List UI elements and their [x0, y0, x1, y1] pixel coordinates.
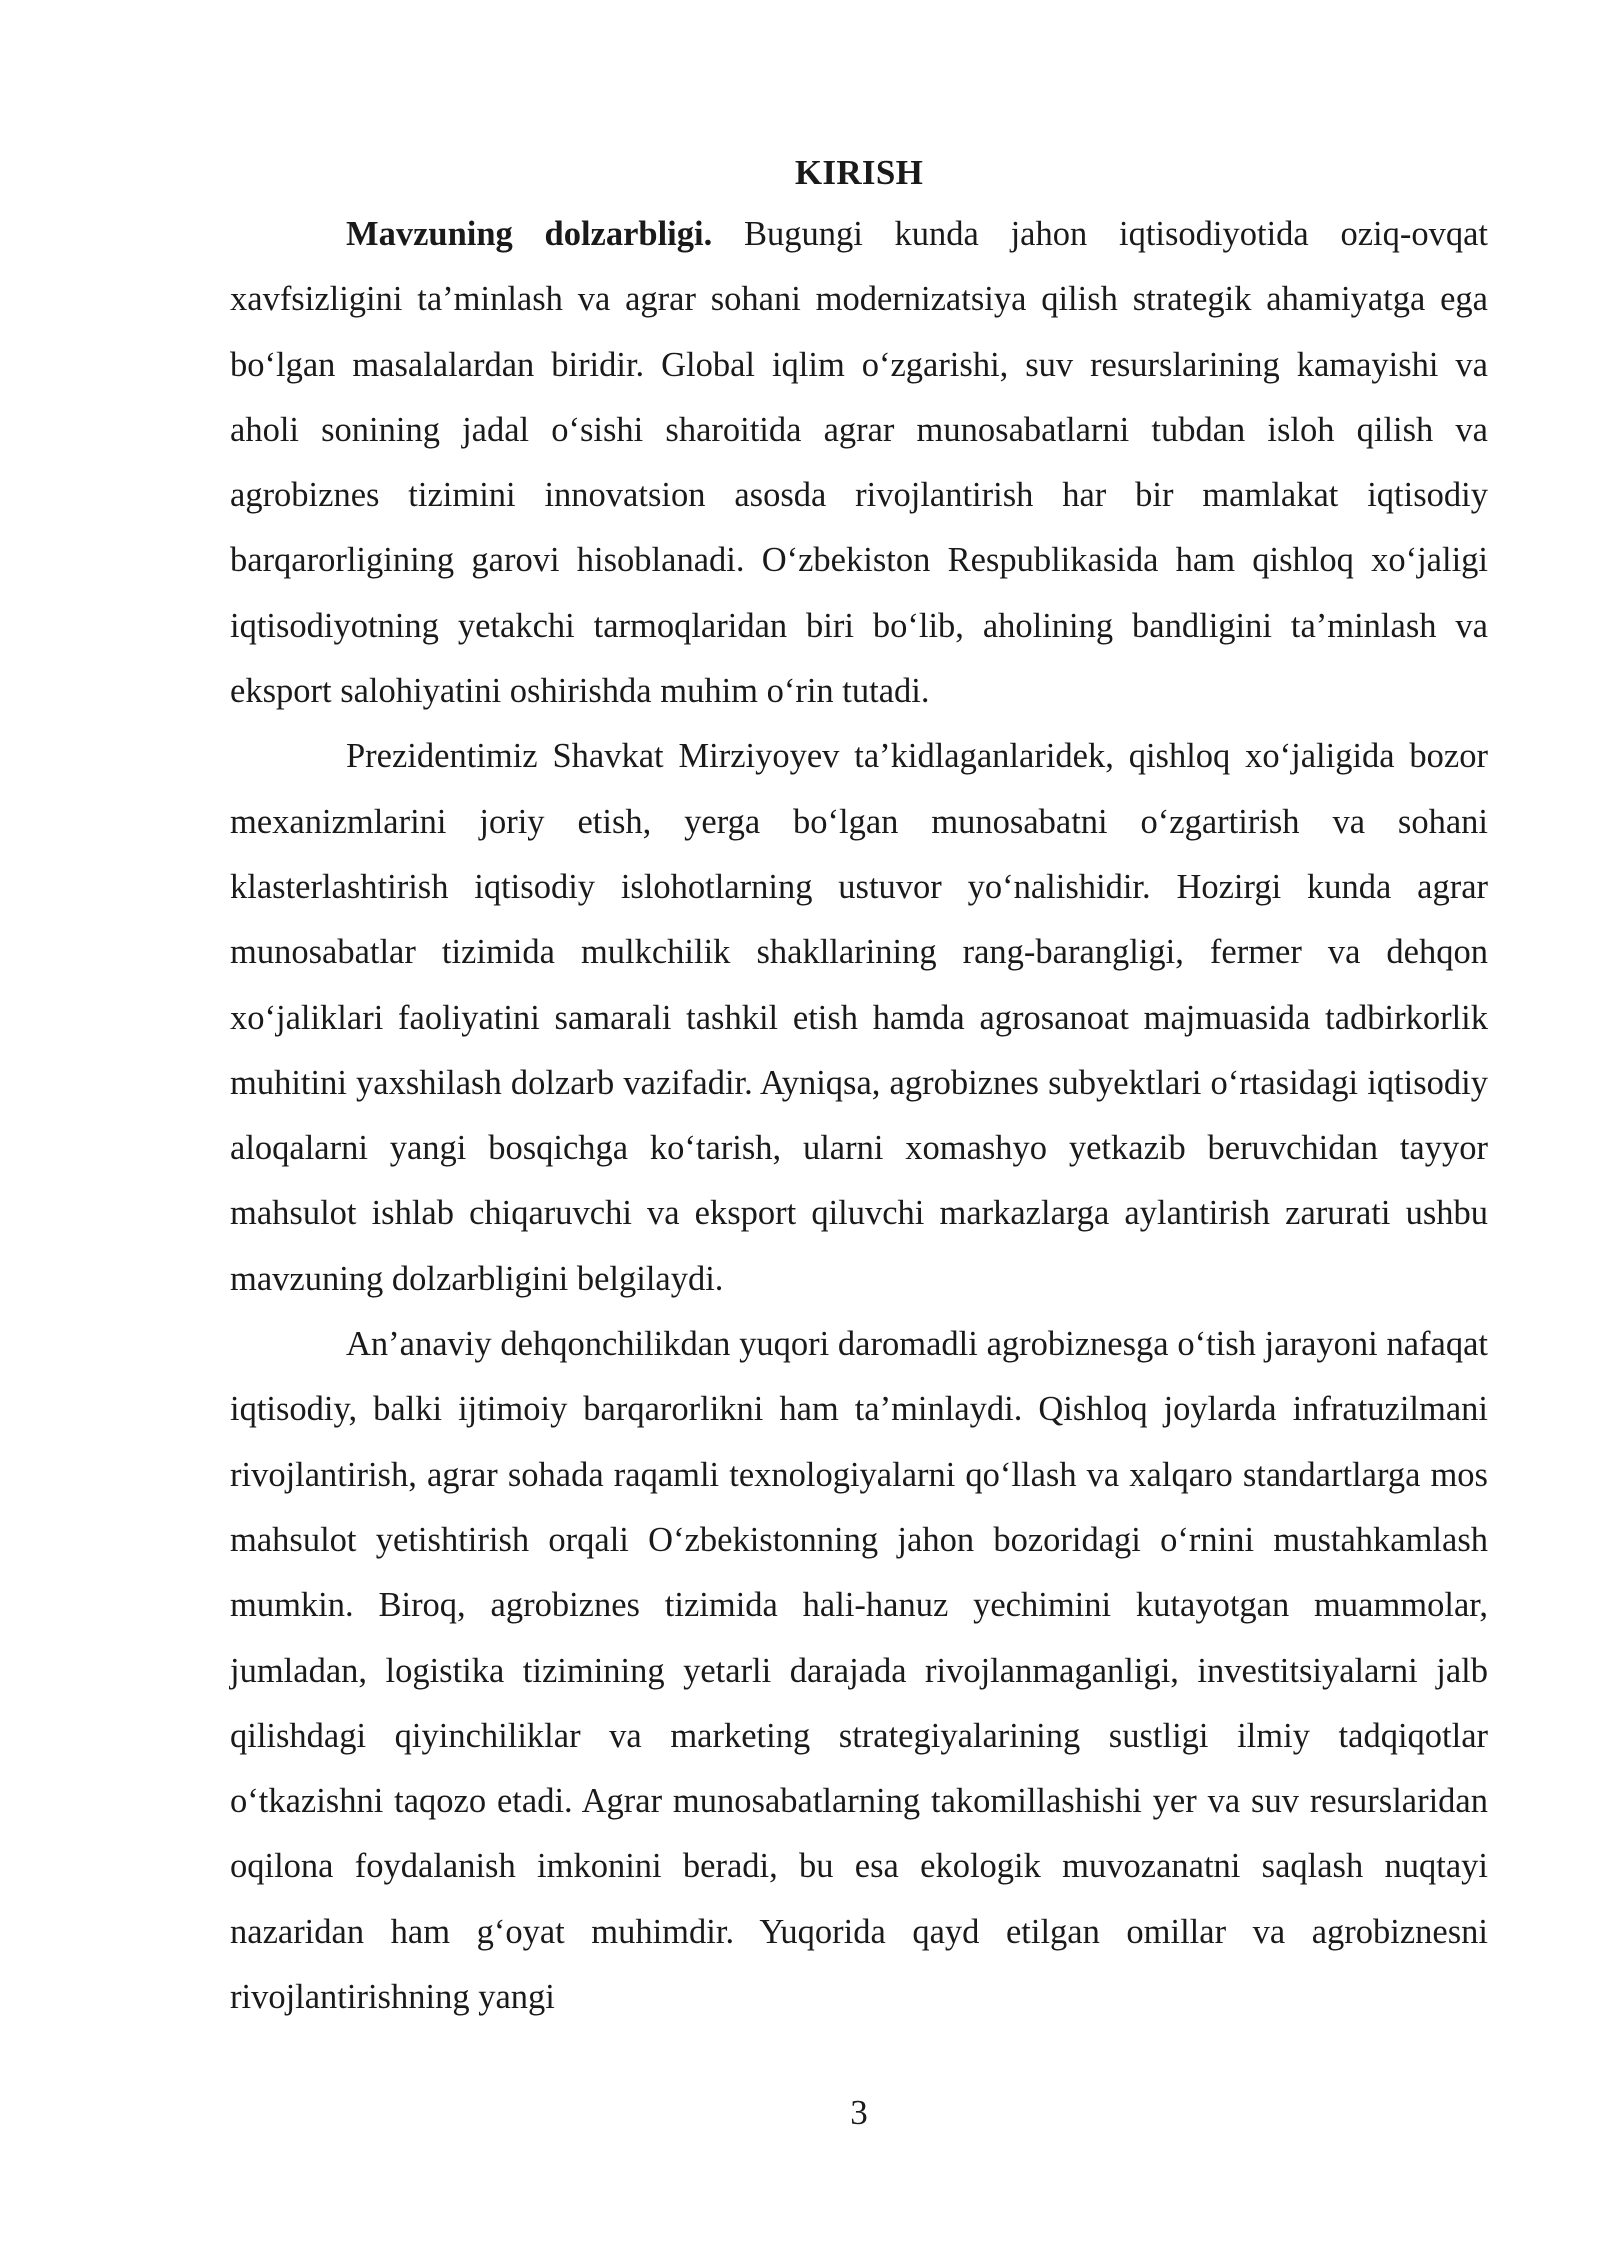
page-number: 3 — [850, 2093, 868, 2132]
paragraph-president — [230, 724, 1488, 1312]
paragraph-traditional-farming — [230, 1312, 1488, 2030]
paragraph-text: An’anaviy dehqonchilikdan yuqori daromadli agrobiznesga oʻtish jarayoni nafaqat iqtisodiy, balki ijtimoiy barqarorlikni ham ta’minlaydi. Qishloq joylarda infratuzilmani rivojlantirish, agrar sohada raqamli texnologiyalarni qoʻllash va xalqaro standartlarga mos mahsulot yetishtirish orqali Oʻzbekistonning jahon bozoridagi oʻrnini mustahkamlash mumkin. Biroq, agrobiznes tizimida hali-hanuz yechimini kutayotgan muammolar, jumladan, logistika tizimining yetarli darajada rivojlanmaganligi, investitsiyalarni jalb qilishdagi qiyinchiliklar va marketing strategiyalarining sustligi ilmiy tadqiqotlar oʻtkazishni taqozo etadi. Agrar munosabatlarning takomillashishi yer va suv resurslaridan oqilona foydalanish imkonini beradi, bu esa ekologik muvozanatni saqlash nuqtayi nazaridan ham gʻoyat muhimdir. Yuqorida qayd etilgan omillar va agrobiznesni rivojlantirishning yangi — [230, 1325, 1488, 2017]
paragraph-relevance — [230, 202, 1488, 724]
paragraph-lead: Mavzuning dolzarbligi. — [346, 215, 713, 253]
paragraph-text: Bugungi kunda jahon iqtisodiyotida oziq-ovqat xavfsizligini ta’minlash va agrar sohani modernizatsiya qilish strategik ahamiyatga ega boʻlgan masalalardan biridir. Global iqlim oʻzgarishi, suv resurslarining kamayishi va aholi sonining jadal oʻsishi sharoitida agrar munosabatlarni tubdan isloh qilish va agrobiznes tizimini innovatsion asosda rivojlantirish har bir mamlakat iqtisodiy barqarorligining garovi hisoblanadi. Oʻzbekiston Respublikasida ham qishloq xoʻjaligi iqtisodiyotning yetakchi tarmoqlaridan biri boʻlib, aholining bandligini ta’minlash va eksport salohiyatini oshirishda muhim oʻrin tutadi. — [230, 215, 1488, 711]
section-heading: KIRISH — [794, 153, 924, 192]
paragraph-text: Prezidentimiz Shavkat Mirziyoyev ta’kidlaganlaridek, qishloq xoʻjaligida bozor mexanizmlarini joriy etish, yerga boʻlgan munosabatni oʻzgartirish va sohani klasterlashtirish iqtisodiy islohotlarning ustuvor yoʻnalishidir. Hozirgi kunda agrar munosabatlar tizimida mulkchilik shakllarining rang-barangligi, fermer va dehqon xoʻjaliklari faoliyatini samarali tashkil etish hamda agrosanoat majmuasida tadbirkorlik muhitini yaxshilash dolzarb vazifadir. Ayniqsa, agrobiznes subyektlari oʻrtasidagi iqtisodiy aloqalarni yangi bosqichga koʻtarish, ularni xomashyo yetkazib beruvchidan tayyor mahsulot ishlab chiqaruvchi va eksport qiluvchi markazlarga aylantirish zarurati ushbu mavzuning dolzarbligini belgilaydi. — [230, 737, 1488, 1298]
